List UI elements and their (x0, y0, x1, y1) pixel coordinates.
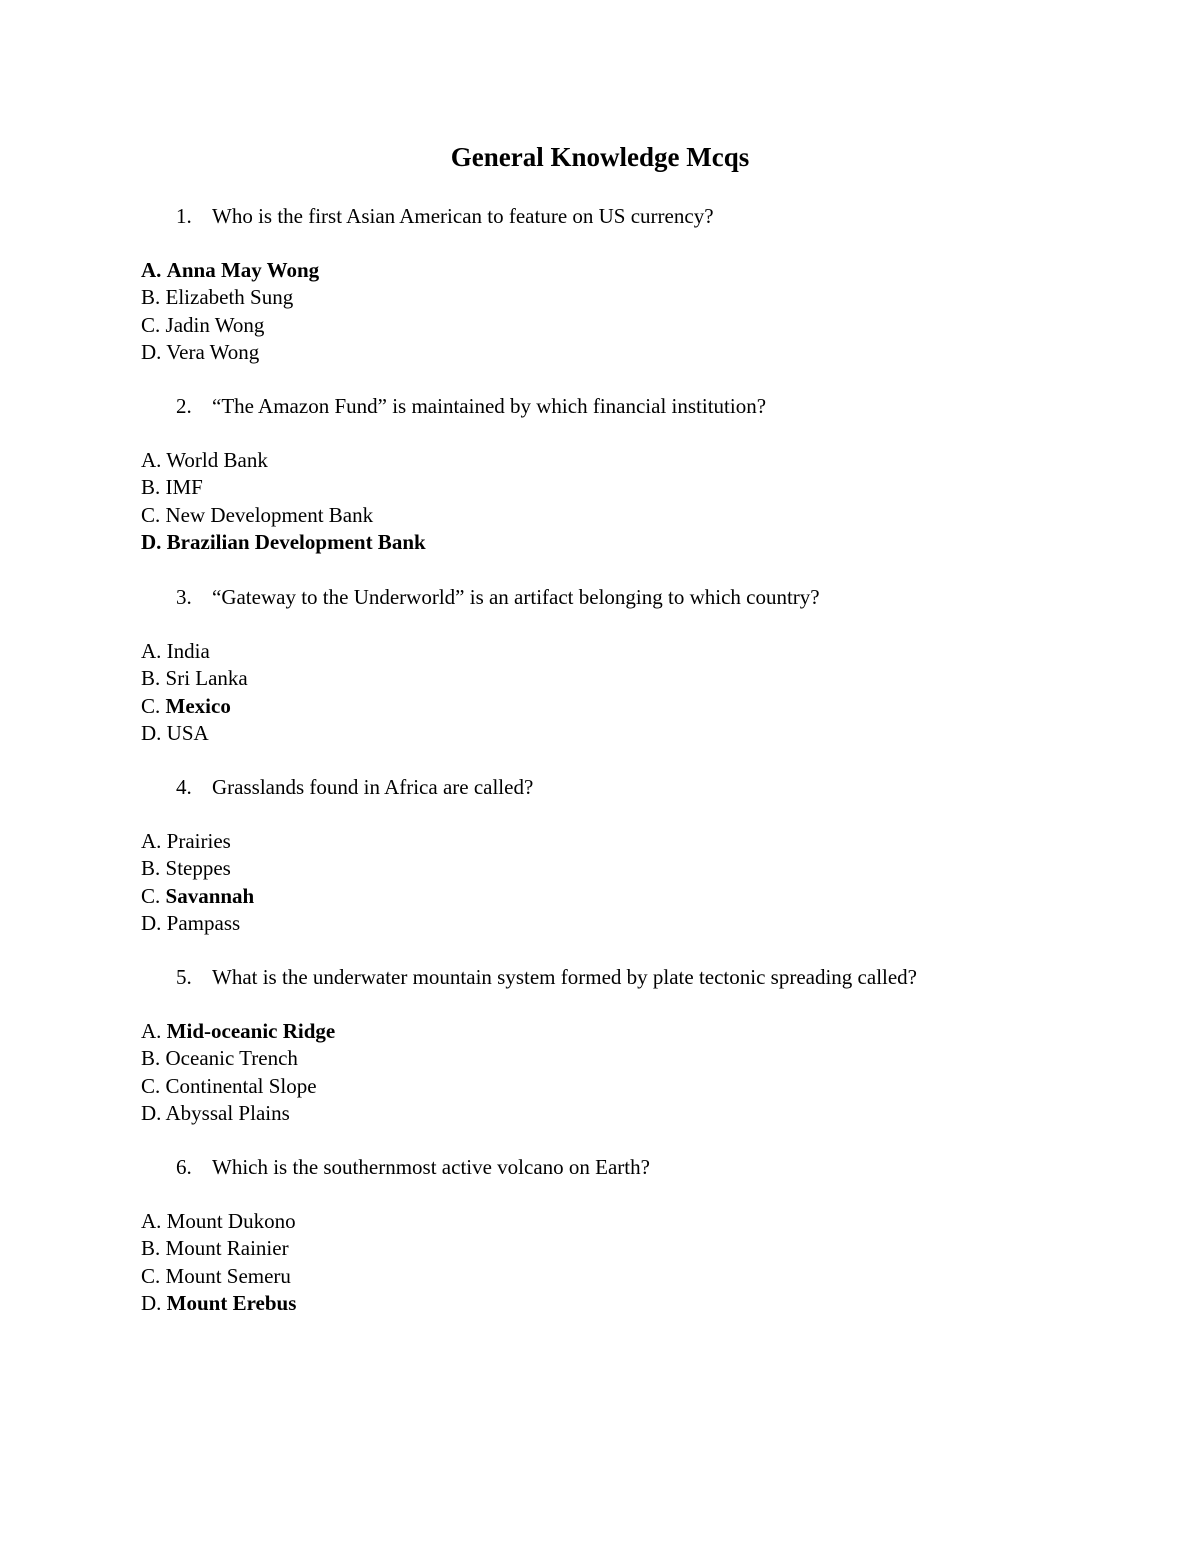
option-4-b (141, 856, 231, 881)
option-letter: C. (141, 502, 161, 527)
option-letter: D. (141, 1290, 162, 1315)
option-4-d (141, 911, 240, 936)
option-2-a (141, 448, 268, 473)
option-1-d (141, 340, 259, 365)
question-3 (176, 585, 820, 610)
option-6-b (141, 1236, 289, 1261)
option-text: Continental Slope (165, 1073, 317, 1098)
option-text: Vera Wong (166, 339, 260, 364)
option-letter: B. (141, 1046, 161, 1071)
option-letter: A. (141, 1019, 162, 1043)
option-letter: C. (141, 312, 161, 337)
option-5-a (141, 1019, 335, 1044)
option-text: New Development Bank (165, 502, 374, 527)
option-text: IMF (165, 475, 203, 500)
question-number: 6. (176, 1155, 192, 1179)
option-text: Pampass (166, 910, 241, 935)
question-6 (176, 1155, 650, 1180)
question-number: 1. (176, 204, 192, 228)
option-text: Mount Dukono (166, 1209, 296, 1233)
option-text: Abyssal Plains (165, 1100, 290, 1125)
option-letter: A. (141, 1209, 162, 1233)
option-letter: A. (141, 829, 162, 853)
option-4-a (141, 829, 231, 854)
question-1 (176, 204, 714, 229)
correct-answer-text: Brazilian Development Bank (166, 529, 426, 554)
option-3-b (141, 666, 248, 691)
option-letter: B. (141, 285, 161, 310)
correct-answer-text: Mount Erebus (166, 1290, 297, 1315)
option-2-b (141, 475, 203, 500)
option-6-d (141, 1291, 296, 1316)
question-5 (176, 965, 917, 990)
option-1-b (141, 285, 293, 310)
option-3-d (141, 721, 209, 746)
option-text: Mount Semeru (165, 1263, 291, 1288)
option-letter: A. (141, 448, 162, 472)
option-5-b (141, 1046, 298, 1071)
option-3-c (141, 694, 231, 719)
question-number: 5. (176, 965, 192, 989)
option-text: India (166, 639, 210, 663)
option-5-d (141, 1101, 290, 1126)
option-2-c (141, 503, 373, 528)
question-text: “The Amazon Fund” is maintained by which financial institution? (212, 394, 767, 418)
option-text: USA (166, 720, 209, 745)
option-letter: D. (141, 529, 162, 554)
question-number: 2. (176, 394, 192, 418)
correct-answer-text: Savannah (165, 883, 255, 908)
option-text: Steppes (165, 856, 231, 881)
option-letter: D. (141, 910, 162, 935)
option-text: Elizabeth Sung (165, 285, 294, 310)
option-letter: C. (141, 1263, 161, 1288)
option-6-a (141, 1209, 296, 1234)
question-text: Who is the first Asian American to feature on US currency? (212, 204, 714, 228)
option-letter: A. (141, 639, 162, 663)
option-text: Prairies (166, 829, 231, 853)
option-text: Jadin Wong (165, 312, 265, 337)
question-number: 3. (176, 585, 192, 609)
question-number: 4. (176, 775, 192, 799)
question-2 (176, 394, 766, 419)
option-2-d (141, 530, 426, 555)
question-text: “Gateway to the Underworld” is an artifact belonging to which country? (212, 585, 820, 609)
option-text: Mount Rainier (165, 1236, 289, 1261)
question-text: What is the underwater mountain system formed by plate tectonic spreading called? (212, 965, 918, 989)
option-letter: D. (141, 720, 162, 745)
option-6-c (141, 1264, 291, 1289)
option-letter: C. (141, 883, 161, 908)
question-4 (176, 775, 533, 800)
option-text: World Bank (166, 448, 268, 472)
option-letter: B. (141, 475, 161, 500)
correct-answer-text: Anna May Wong (166, 258, 320, 282)
correct-answer-text: Mid-oceanic Ridge (166, 1019, 336, 1043)
option-4-c (141, 884, 254, 909)
option-text: Oceanic Trench (165, 1046, 298, 1071)
option-letter: D. (141, 1100, 162, 1125)
correct-answer-text: Mexico (165, 693, 231, 718)
option-1-c (141, 313, 264, 338)
option-letter: B. (141, 1236, 161, 1261)
option-letter: C. (141, 1073, 161, 1098)
option-text: Sri Lanka (165, 666, 248, 691)
option-1-a (141, 258, 319, 283)
question-text: Which is the southernmost active volcano on Earth? (212, 1155, 650, 1179)
option-3-a (141, 639, 210, 664)
question-text: Grasslands found in Africa are called? (212, 775, 534, 799)
option-letter: D. (141, 339, 162, 364)
option-5-c (141, 1074, 317, 1099)
option-letter: C. (141, 693, 161, 718)
page-title: General Knowledge Mcqs (450, 142, 750, 172)
option-letter: B. (141, 856, 161, 881)
option-letter: A. (141, 258, 162, 282)
option-letter: B. (141, 666, 161, 691)
